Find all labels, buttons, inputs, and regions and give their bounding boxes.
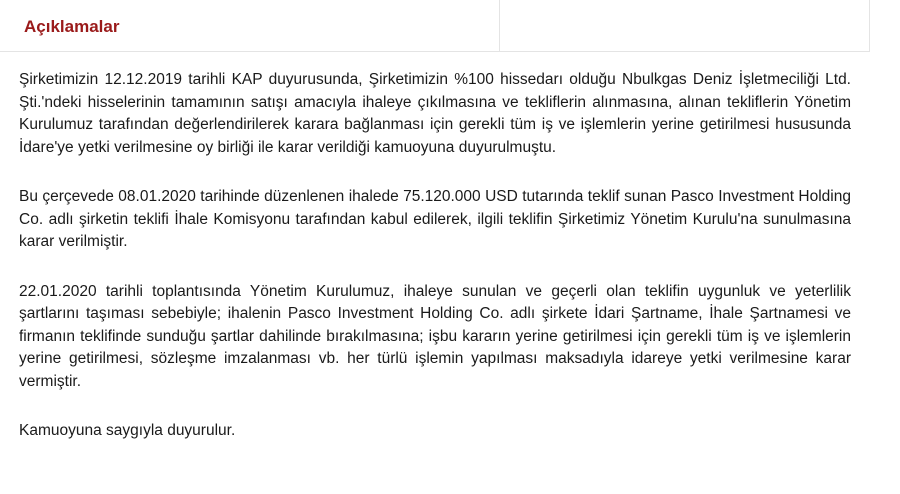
closing-line: Kamuoyuna saygıyla duyurulur.: [19, 422, 236, 439]
paragraph-2: Bu çerçevede 08.01.2020 tarihinde düzenlenen ihalede 75.120.000 USD tutarında teklif sunan Pasco Investment Holding Co. adlı şirketin teklifi İhale Komisyonu tarafından kabul edilerek, ilgili teklifin Şirketimiz Yönetim Kurulu'na sunulmasına karar verilmiştir.: [19, 188, 851, 250]
announcement-body: [19, 69, 851, 443]
section-header-empty-cell: [500, 0, 869, 51]
paragraph-3: 22.01.2020 tarihli toplantısında Yönetim Kurulumuz, ihaleye sunulan ve geçerli olan teklifin uygunluk ve yeterlilik şartlarını taşıması sebebiyle; ihalenin Pasco Investment Holding Co. adlı şirkete İdari Şartname, İhale Şartnamesi ve firmanın teklifinde sunduğu şartlar dahilinde bırakılmasına; işbu kararın yerine getirilmesi için gerekli tüm iş ve işlemlerin yerine getirilmesi, sözleşme imzalanması vb. her türlü işlemin yapılması maksadıyla idareye yetki verilmesine karar vermiştir.: [19, 282, 851, 390]
paragraph-1: Şirketimizin 12.12.2019 tarihli KAP duyurusunda, Şirketimizin %100 hissedarı olduğu Nbulkgas Deniz İşletmeciliği Ltd. Şti.'ndeki hisselerinin tamamının satışı amacıyla ihaleye çıkılmasına ve tekliflerin alınmasına, alınan tekliflerin Yönetim Kurulumuz tarafından değerlendirilerek karara bağlanması için gerekli tüm iş ve işlemlerin yerine getirilmesi hususunda İdare'ye yetki verilmesine oy birliği ile karar verildiği kamuoyuna duyurulmuştu.: [19, 71, 851, 156]
section-header-cell: [0, 0, 500, 51]
section-title: Açıklamalar: [24, 17, 120, 36]
section-header: [0, 0, 870, 52]
